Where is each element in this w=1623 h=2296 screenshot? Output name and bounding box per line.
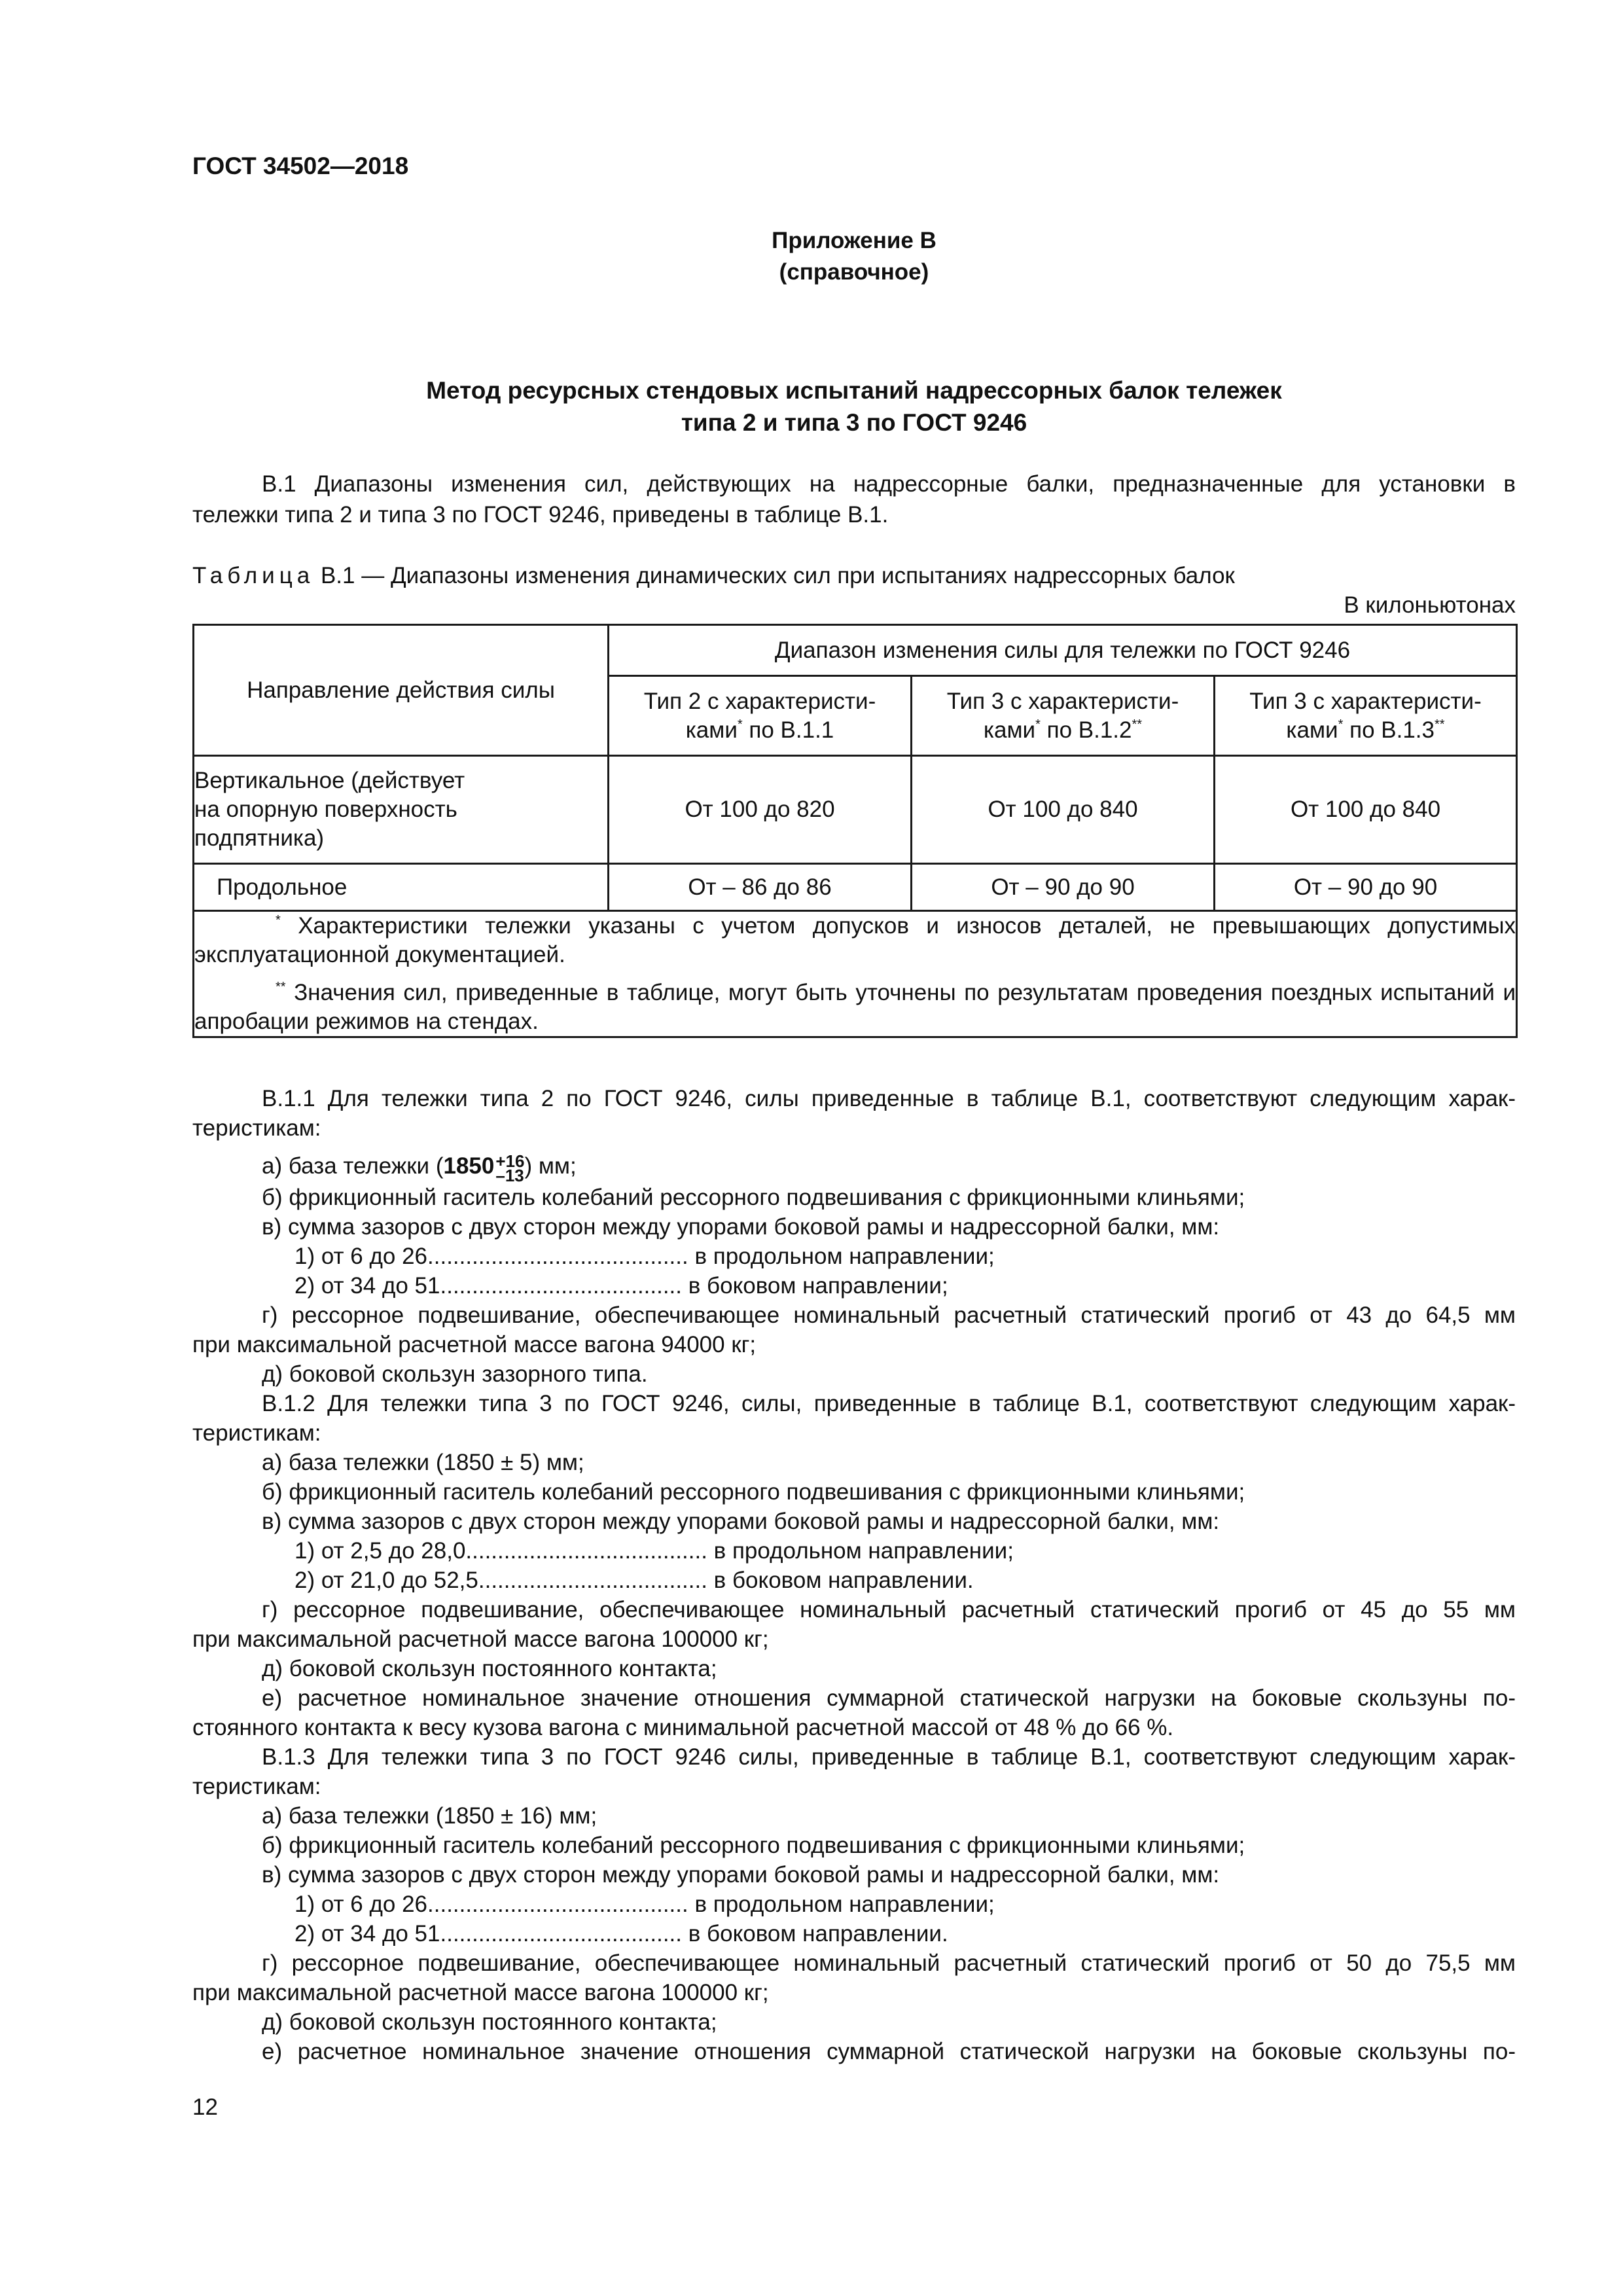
b13-item-g-line-1: г) рессорное подвешивание, обеспечивающее номинальный расчетный статический прогиб от 50 до 75,5 мм: [262, 1950, 1516, 1976]
b11-line-1: В.1.1 Для тележки типа 2 по ГОСТ 9246, силы приведенные в таблице В.1, соответствуют следующим харак-: [262, 1086, 1516, 1111]
b11-item-g-line-1: г) рессорное подвешивание, обеспечивающее номинальный расчетный статический прогиб от 43 до 64,5 мм: [262, 1302, 1516, 1328]
table-note-2: ** Значения сил, приведенные в таблице, могут быть уточнены по результатам проведения поездных испытаний и апробации режимов на стендах.: [194, 980, 1516, 1034]
b11-item-c2: 2) от 34 до 51...................................... в боковом направлении;: [294, 1273, 948, 1299]
table-row-vertical: [194, 756, 1517, 864]
b11-item-c: в) сумма зазоров с двух сторон между упорами боковой рамы и надрессорной балки, мм:: [262, 1214, 1220, 1240]
b13-item-b: б) фрикционный гаситель колебаний рессорного подвешивания с фрикционными клиньями;: [262, 1833, 1245, 1858]
table-cell: От 100 до 820: [609, 756, 912, 864]
table-cell: От – 86 до 86: [609, 864, 912, 911]
b11-item-c1: 1) от 6 до 26......................................... в продольном направлении;: [294, 1244, 995, 1269]
table-units: В килоньютонах: [1344, 592, 1516, 618]
b13-item-g-line-2: при максимальной расчетной массе вагона 100000 кг;: [192, 1980, 769, 2005]
b13-item-d: д) боковой скользун постоянного контакта;: [262, 2009, 717, 2035]
b12-item-a: а) база тележки (1850 ± 5) мм;: [262, 1450, 584, 1475]
section-title-line-2: типа 2 и типа 3 по ГОСТ 9246: [681, 409, 1027, 436]
b13-item-c: в) сумма зазоров с двух сторон между упорами боковой рамы и надрессорной балки, мм:: [262, 1862, 1220, 1888]
table-notes: [194, 911, 1517, 1037]
b13-item-a: а) база тележки (1850 ± 16) мм;: [262, 1803, 597, 1829]
row-label-vertical: Вертикальное (действует на опорную поверхность подпятника): [194, 756, 609, 864]
appendix-title: Приложение В: [772, 228, 936, 253]
b13-item-c2: 2) от 34 до 51...................................... в боковом направлении.: [294, 1921, 948, 1946]
b12-item-e-line-2: стоянного контакта к весу кузова вагона с минимальной расчетной массой от 48 % до 66 %.: [192, 1715, 1174, 1740]
header-direction: Направление действия силы: [194, 625, 609, 756]
b12-item-g-line-2: при максимальной расчетной массе вагона 100000 кг;: [192, 1626, 769, 1652]
table-row-longitudinal: [194, 864, 1517, 911]
b12-item-c1: 1) от 2,5 до 28,0...................................... в продольном направлении;: [294, 1538, 1014, 1564]
header-range: Диапазон изменения силы для тележки по ГОСТ 9246: [609, 625, 1517, 676]
table-cell: От – 90 до 90: [912, 864, 1215, 911]
b12-item-d: д) боковой скользун постоянного контакта;: [262, 1656, 717, 1681]
table-caption: Таблица В.1 — Диапазоны изменения динамических сил при испытаниях надрессорных балок: [192, 563, 1235, 588]
intro-line-1: В.1 Диапазоны изменения сил, действующих на надрессорные балки, предназначенные для установки в: [262, 471, 1516, 497]
b13-line-2: теристикам:: [192, 1774, 321, 1799]
b13-item-e-line-1: е) расчетное номинальное значение отношения суммарной статической нагрузки на боковые скользуны по-: [262, 2039, 1516, 2064]
column-header-type2: Тип 2 с характеристи- ками* по В.1.1: [609, 676, 912, 756]
document-code: ГОСТ 34502—2018: [192, 152, 409, 179]
b11-item-b: б) фрикционный гаситель колебаний рессорного подвешивания с фрикционными клиньями;: [262, 1185, 1245, 1210]
b12-line-2: теристикам:: [192, 1420, 321, 1446]
row-label-longitudinal: Продольное: [194, 864, 609, 911]
b12-item-g-line-1: г) рессорное подвешивание, обеспечивающее номинальный расчетный статический прогиб от 45 до 55 мм: [262, 1597, 1516, 1623]
b11-item-a: а) база тележки (1850 +16 –13 ) мм;: [262, 1151, 577, 1185]
appendix-type: (справочное): [779, 259, 929, 285]
table-cell: От – 90 до 90: [1215, 864, 1517, 911]
b12-item-c: в) сумма зазоров с двух сторон между упорами боковой рамы и надрессорной балки, мм:: [262, 1509, 1220, 1534]
b13-item-c1: 1) от 6 до 26......................................... в продольном направлении;: [294, 1892, 995, 1917]
b12-line-1: В.1.2 Для тележки типа 3 по ГОСТ 9246, силы, приведенные в таблице В.1, соответствуют следующим харак-: [262, 1391, 1516, 1416]
b12-item-b: б) фрикционный гаситель колебаний рессорного подвешивания с фрикционными клиньями;: [262, 1479, 1245, 1505]
b13-line-1: В.1.3 Для тележки типа 3 по ГОСТ 9246 силы, приведенные в таблице В.1, соответствуют следующим харак-: [262, 1744, 1516, 1770]
b12-item-c2: 2) от 21,0 до 52,5.................................... в боковом направлении.: [294, 1568, 974, 1593]
column-header-type3-b13: Тип 3 с характеристи- ками* по В.1.3**: [1215, 676, 1517, 756]
table-note-1: * Характеристики тележки указаны с учетом допусков и износов деталей, не превышающих допустимых эксплуатационной документацией.: [194, 913, 1516, 967]
b11-line-2: теристикам:: [192, 1115, 321, 1141]
section-title-line-1: Метод ресурсных стендовых испытаний надрессорных балок тележек: [426, 377, 1282, 404]
b12-item-e-line-1: е) расчетное номинальное значение отношения суммарной статической нагрузки на боковые скользуны по-: [262, 1685, 1516, 1711]
page-number: 12: [192, 2094, 218, 2120]
forces-table: [192, 624, 1518, 1038]
intro-line-2: тележки типа 2 и типа 3 по ГОСТ 9246, приведены в таблице В.1.: [192, 502, 889, 528]
b11-item-d: д) боковой скользун зазорного типа.: [262, 1361, 648, 1387]
table-cell: От 100 до 840: [912, 756, 1215, 864]
column-header-type3-b12: Тип 3 с характеристи- ками* по В.1.2**: [912, 676, 1215, 756]
b11-item-g-line-2: при максимальной расчетной массе вагона 94000 кг;: [192, 1332, 757, 1357]
table-cell: От 100 до 840: [1215, 756, 1517, 864]
